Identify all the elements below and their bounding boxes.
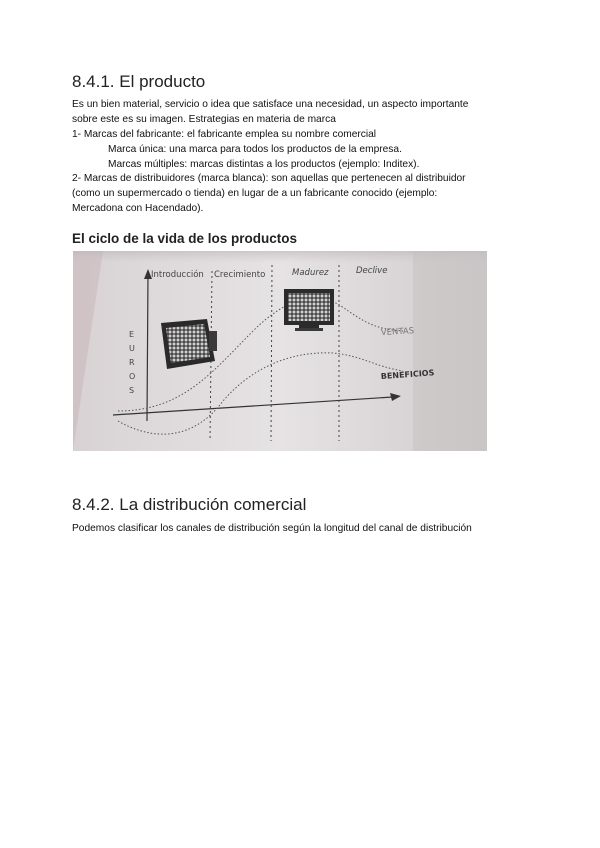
section-heading-producto: 8.4.1. El producto xyxy=(72,72,206,91)
paragraph-line: (como un supermercado o tienda) en lugar de a un fabricante conocido (ejemplo: xyxy=(72,188,438,199)
y-axis-letter: E xyxy=(129,330,135,339)
paragraph-line: Mercadona con Hacendado). xyxy=(72,203,204,214)
phase-label: Declive xyxy=(356,266,388,276)
flat-tv-icon xyxy=(284,289,334,331)
phase-label: Madurez xyxy=(292,268,329,278)
lifecycle-photo xyxy=(73,251,487,451)
phase-label: Introducción xyxy=(151,270,204,280)
list-item-marcas-distribuidores: 2- Marcas de distribuidores (marca blanca): son aquellas que pertenecen al distribuidor xyxy=(72,173,466,184)
list-item-marcas-fabricante: 1- Marcas del fabricante: el fabricante emplea su nombre comercial xyxy=(72,129,377,140)
phase-label: Crecimiento xyxy=(214,270,266,280)
lifecycle-subheading: El ciclo de la vida de los productos xyxy=(72,231,298,246)
sub-item-marca-unica: Marca única: una marca para todos los productos de la empresa. xyxy=(108,144,402,155)
beneficios-label: BENEFICIOS xyxy=(380,368,435,381)
paragraph-line: sobre este es su imagen. Estrategias en materia de marca xyxy=(72,114,336,125)
ventas-label: VENTAS xyxy=(380,326,415,338)
y-axis-letter: U xyxy=(129,344,135,353)
section-heading-distribucion: 8.4.2. La distribución comercial xyxy=(72,495,307,514)
paragraph-line: Es un bien material, servicio o idea que satisface una necesidad, un aspecto importante xyxy=(72,99,469,110)
y-axis-letter: O xyxy=(129,372,136,381)
sub-item-marcas-multiples: Marcas múltiples: marcas distintas a los productos (ejemplo: Inditex). xyxy=(108,159,420,170)
paragraph-line: Podemos clasificar los canales de distribución según la longitud del canal de distribución xyxy=(72,523,472,534)
y-axis-letter: R xyxy=(129,358,135,367)
y-axis-letter: S xyxy=(129,386,135,395)
